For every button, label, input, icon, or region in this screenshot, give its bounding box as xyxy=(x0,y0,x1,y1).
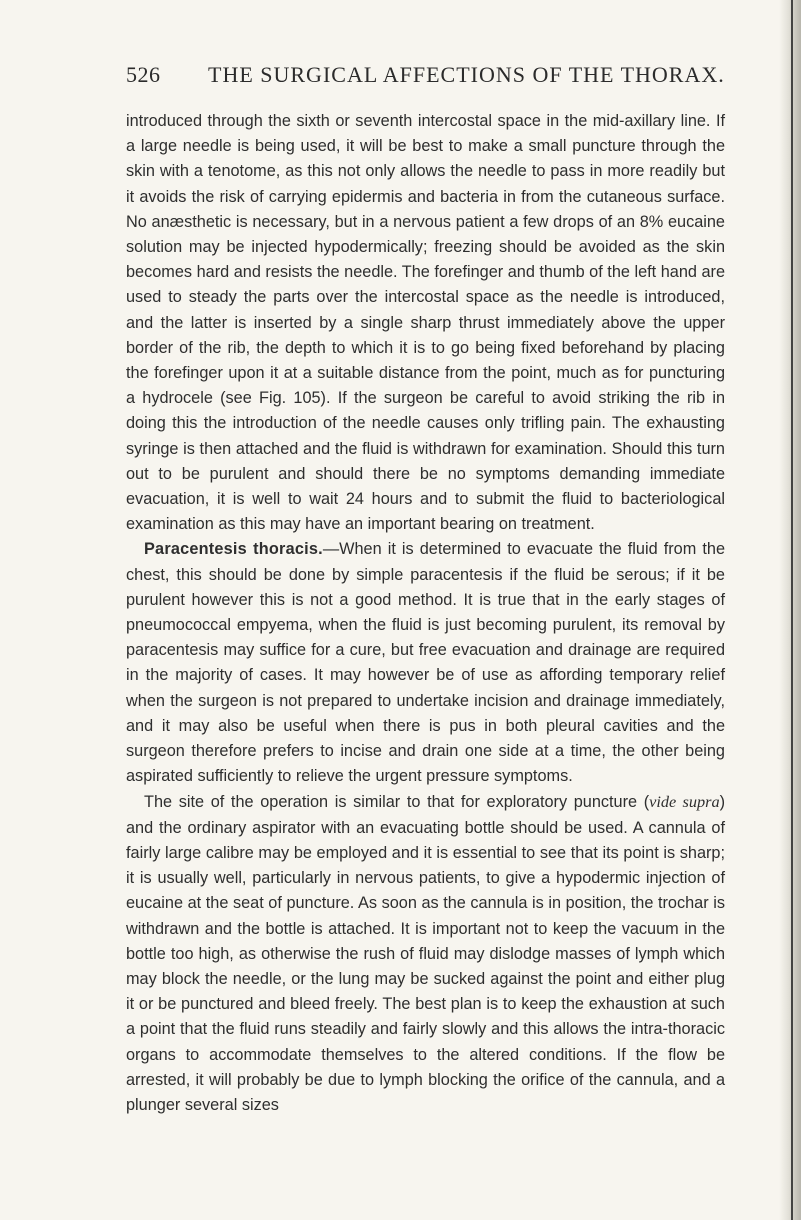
page-edge-shadow xyxy=(779,0,801,1220)
section-heading-paracentesis-thoracis: Paracentesis thoracis. xyxy=(144,540,323,559)
operation-site-text-start: The site of the operation is similar to that for exploratory puncture ( xyxy=(144,793,650,812)
page-edge-line xyxy=(791,0,793,1220)
paragraph-paracentesis xyxy=(126,537,725,789)
body-text xyxy=(126,109,725,1118)
vide-supra-italic: vide supra xyxy=(649,792,720,812)
page-number: 526 xyxy=(126,62,161,87)
paragraph-exploratory-puncture: introduced through the sixth or seventh intercostal space in the mid-axillary line. If a large needle is being used, it will be best to make a small puncture through the skin with a tenotome, as this not only allows the needle to pass in more readily but it avoids the risk of carrying epidermis and bacteria in from the cutaneous surface. No anæsthetic is necessary, but in a nervous patient a few drops of an 8% eucaine solution may be injected hypodermically; freezing should be avoided as the skin becomes hard and resists the needle. The forefinger and thumb of the left hand are used to steady the parts over the intercostal space as the needle is introduced, and the latter is inserted by a single sharp thrust immediately above the upper border of the rib, the depth to which it is to go being fixed beforehand by placing the forefinger upon it at a suitable distance from the point, much as for puncturing a hydrocele (see Fig. 105). If the surgeon be careful to avoid striking the rib in doing this the introduction of the needle causes only trifling pain. The exhausting syringe is then attached and the fluid is withdrawn for examination. Should this turn out to be purulent and should there be no symptoms demanding immediate evacuation, it is well to wait 24 hours and to submit the fluid to bacteriological examination as this may have an important bearing on treatment. xyxy=(126,112,725,534)
page-header xyxy=(126,62,741,96)
operation-site-text-end: ) and the ordinary aspirator with an evacuating bottle should be used. A cannula of fairly large calibre may be employed and it is essential to see that its point is sharp; it is usually well, particularly in nervous patients, to give a hypodermic injection of eucaine at the seat of puncture. As soon as the cannula is in position, the trochar is withdrawn and the bottle is attached. It is important not to keep the vacuum in the bottle too high, as otherwise the rush of fluid may dislodge masses of lymph which may block the needle, or the lung may be sucked against the point and either plug it or be punctured and bleed freely. The best plan is to keep the exhaustion at such a point that the fluid runs steadily and fairly slowly and this allows the intra-thoracic organs to accommodate themselves to the altered conditions. If the flow be arrested, it will probably be due to lymph blocking the orifice of the cannula, and a plunger several sizes xyxy=(126,793,726,1114)
paracentesis-text: —When it is determined to evacuate the fluid from the chest, this should be done by simple paracentesis if the fluid be serous; if it be purulent however this is not a good method. It is true that in the early stages of pneumococcal empyema, when the fluid is just becoming purulent, its removal by paracentesis may suffice for a cure, but free evacuation and drainage are required in the majority of cases. It may however be of use as affording temporary relief when the surgeon is not prepared to undertake incision and drainage immediately, and it may also be useful when there is pus in both pleural cavities and the surgeon therefore prefers to incise and drain one side at a time, the other being aspirated sufficiently to relieve the urgent pressure symptoms. xyxy=(126,540,725,786)
paragraph-operation-site xyxy=(126,789,725,1118)
running-head: THE SURGICAL AFFECTIONS OF THE THORAX. xyxy=(208,62,725,87)
